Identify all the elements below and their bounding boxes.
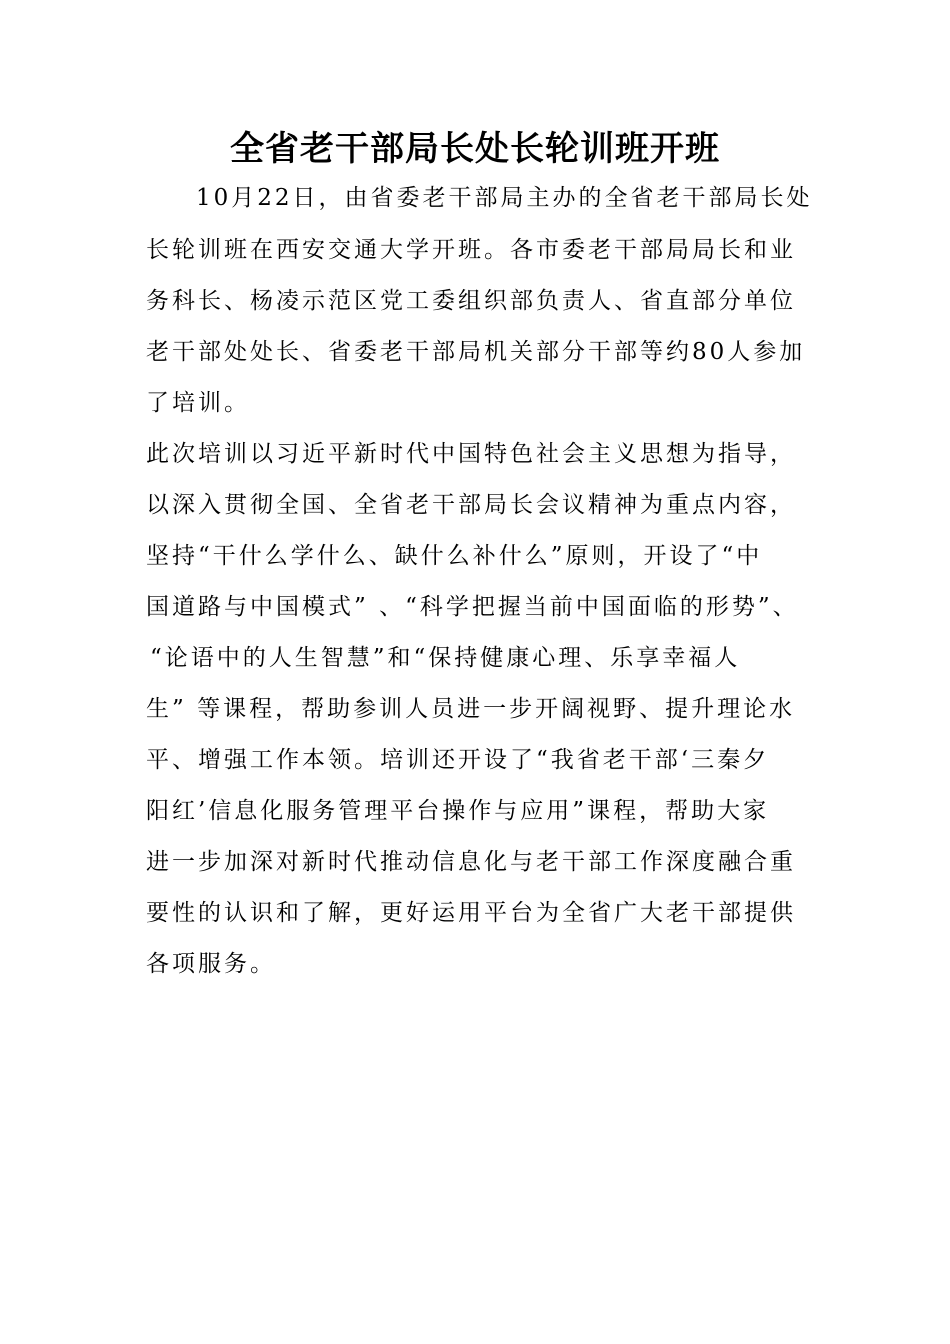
text-line: 以深入贯彻全国、全省老干部局长会议精神为重点内容， <box>146 492 796 518</box>
text-line: 此次培训以习近平新时代中国特色社会主义思想为指导， <box>146 441 796 467</box>
text-line: 坚持“干什么学什么、缺什么补什么”原则，开设了“中 <box>146 543 763 569</box>
text-line: 10月22日，由省委老干部局主办的全省老干部局长处 <box>196 185 813 211</box>
text-line: 要性的认识和了解，更好运用平台为全省广大老干部提供 <box>146 900 796 926</box>
text-line: 进一步加深对新时代推动信息化与老干部工作深度融合重 <box>146 849 796 875</box>
text-line: 生” 等课程，帮助参训人员进一步开阔视野、提升理论水 <box>146 696 796 722</box>
text-line: 各项服务。 <box>146 951 276 977</box>
text-line: 务科长、杨凌示范区党工委组织部负责人、省直部分单位 <box>146 288 796 314</box>
text-line: 老干部处处长、省委老干部局机关部分干部等约80人参加 <box>146 339 806 365</box>
document-title: 全省老干部局长处长轮训班开班 <box>230 129 720 169</box>
text-line: 国道路与中国模式” 、“科学把握当前中国面临的形势”、 <box>146 594 799 620</box>
text-line: 平、增强工作本领。培训还开设了“我省老干部‘三秦夕 <box>146 747 770 773</box>
text-line: 长轮训班在西安交通大学开班。各市委老干部局局长和业 <box>146 237 796 263</box>
text-line: 了培训。 <box>146 390 250 416</box>
text-line: “论语中的人生智慧”和“保持健康心理、乐享幸福人 <box>150 645 741 671</box>
text-line: 阳红’信息化服务管理平台操作与应用”课程，帮助大家 <box>146 798 770 824</box>
